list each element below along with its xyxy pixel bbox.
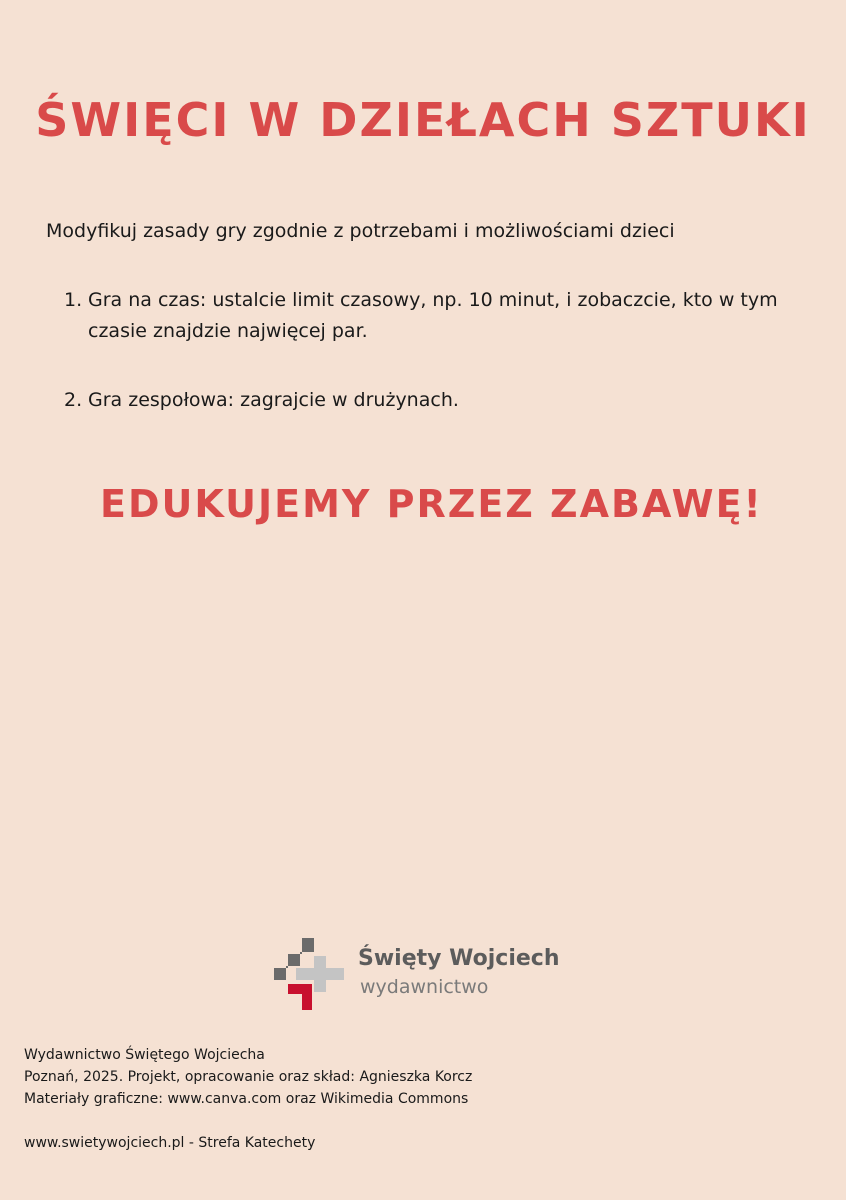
cross-logo-icon: [272, 936, 348, 1012]
rule-number: 1.: [64, 289, 83, 311]
logo-subtitle: wydawnictwo: [360, 976, 489, 998]
publisher-logo: [272, 936, 560, 1012]
rule-text: Gra na czas: ustalcie limit czasowy, np. 10 minut, i zobaczcie, kto w tym czasie znajdzie najwięcej par.: [88, 289, 778, 342]
logo-name: Święty Wojciech: [358, 946, 560, 971]
footer-publisher: Wydawnictwo Świętego Wojciecha: [24, 1047, 265, 1063]
slogan: EDUKUJEMY PRZEZ ZABAWĘ!: [100, 482, 763, 526]
intro-text: Modyfikuj zasady gry zgodnie z potrzebami i możliwościami dzieci: [46, 220, 675, 242]
footer: [24, 1044, 472, 1154]
page-title: ŚWIĘCI W DZIEŁACH SZTUKI: [35, 92, 811, 147]
rule-number: 2.: [64, 389, 83, 411]
footer-website: www.swietywojciech.pl - Strefa Katechety: [24, 1135, 316, 1151]
rule-text: Gra zespołowa: zagrajcie w drużynach.: [88, 389, 459, 411]
list-item: [64, 285, 834, 347]
list-item: [64, 385, 834, 416]
footer-materials: Materiały graficzne: www.canva.com oraz Wikimedia Commons: [24, 1091, 469, 1107]
footer-credits: Poznań, 2025. Projekt, opracowanie oraz skład: Agnieszka Korcz: [24, 1069, 473, 1085]
rules-list: [64, 285, 834, 416]
